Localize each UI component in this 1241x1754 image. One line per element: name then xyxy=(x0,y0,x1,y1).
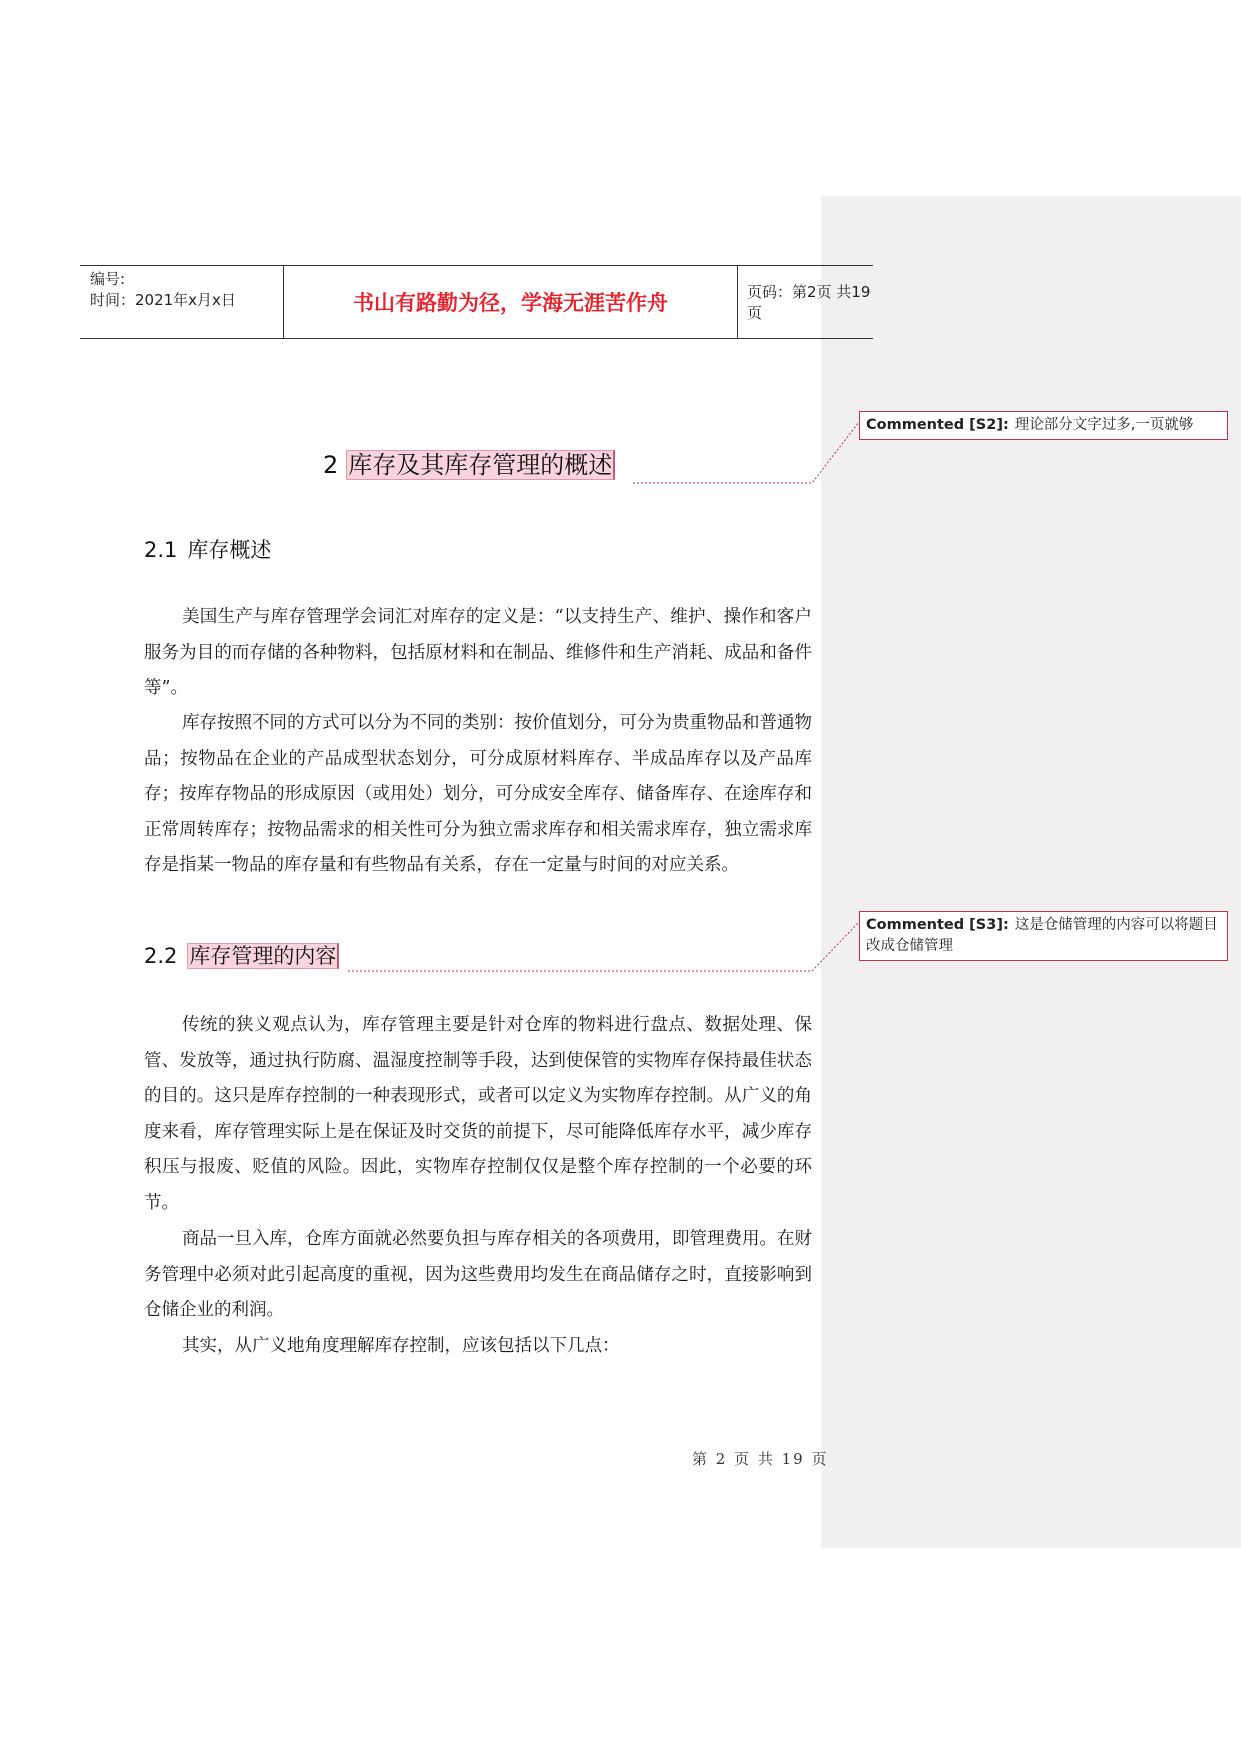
comment-author-label: Commented [S3]: xyxy=(866,917,1009,933)
comment-connector-line xyxy=(633,422,859,483)
chapter-number: 2 xyxy=(323,451,339,479)
section-title-commented[interactable]: 库存管理的内容 xyxy=(187,943,339,969)
section-number: 2.1 xyxy=(144,538,178,562)
comment-balloon[interactable] xyxy=(859,911,1228,961)
body-paragraph: 美国生产与库存管理学会词汇对库存的定义是：“以支持生产、维护、操作和客户服务为目的而存储的各种物料，包括原材料和在制品、维修件和生产消耗、成品和备件等”。 xyxy=(144,607,812,698)
comment-author-label: Commented [S2]: xyxy=(866,417,1009,433)
comment-balloon[interactable] xyxy=(859,411,1228,440)
chapter-title-commented[interactable]: 库存及其库存管理的概述 xyxy=(346,450,615,480)
body-paragraph: 库存按照不同的方式可以分为不同的类别：按价值划分，可分为贵重物品和普通物品；按物品在企业的产品成型状态划分，可分成原材料库存、半成品库存以及产品库存；按库存物品的形成原因（或用处）划分，可分成安全库存、储备库存、在途库存和正常周转库存；按物品需求的相关性可分为独立需求库存和相关需求库存，独立需求库存是指某一物品的库存量和有些物品有关系，存在一定量与时间的对应关系。 xyxy=(144,713,812,875)
header-date-label: 时间：2021年x月x日 xyxy=(90,291,236,309)
comment-text: 这是仓储管理的内容可以将题目改成仓储管理 xyxy=(866,917,1218,954)
body-paragraph: 商品一旦入库，仓库方面就必然要负担与库存相关的各项费用，即管理费用。在财务管理中必须对此引起高度的重视，因为这些费用均发生在商品储存之时，直接影响到仓储企业的利润。 xyxy=(144,1229,812,1320)
header-motto: 书山有路勤为径，学海无涯苦作舟 xyxy=(353,291,668,315)
section-number: 2.2 xyxy=(144,944,178,968)
comment-connector-line xyxy=(348,922,859,971)
section-title: 库存概述 xyxy=(187,538,272,562)
header-number-label: 编号: xyxy=(90,270,126,288)
body-paragraph: 传统的狭义观点认为，库存管理主要是针对仓库的物料进行盘点、数据处理、保管、发放等，通过执行防腐、温湿度控制等手段，达到使保管的实物库存保持最佳状态的目的。这只是库存控制的一种表现形式，或者可以定义为实物库存控制。从广义的角度来看，库存管理实际上是在保证及时交货的前提下，尽可能降低库存水平，减少库存积压与报废、贬值的风险。因此，实物库存控制仅仅是整个库存控制的一个必要的环节。 xyxy=(144,1015,812,1213)
comment-text: 理论部分文字过多,一页就够 xyxy=(1014,417,1194,433)
body-paragraph: 其实，从广义地角度理解库存控制，应该包括以下几点： xyxy=(182,1336,620,1356)
header-page-info: 页码：第2页 共19页 xyxy=(747,283,871,322)
page-footer: 第 2 页 共 19 页 xyxy=(692,1450,829,1468)
